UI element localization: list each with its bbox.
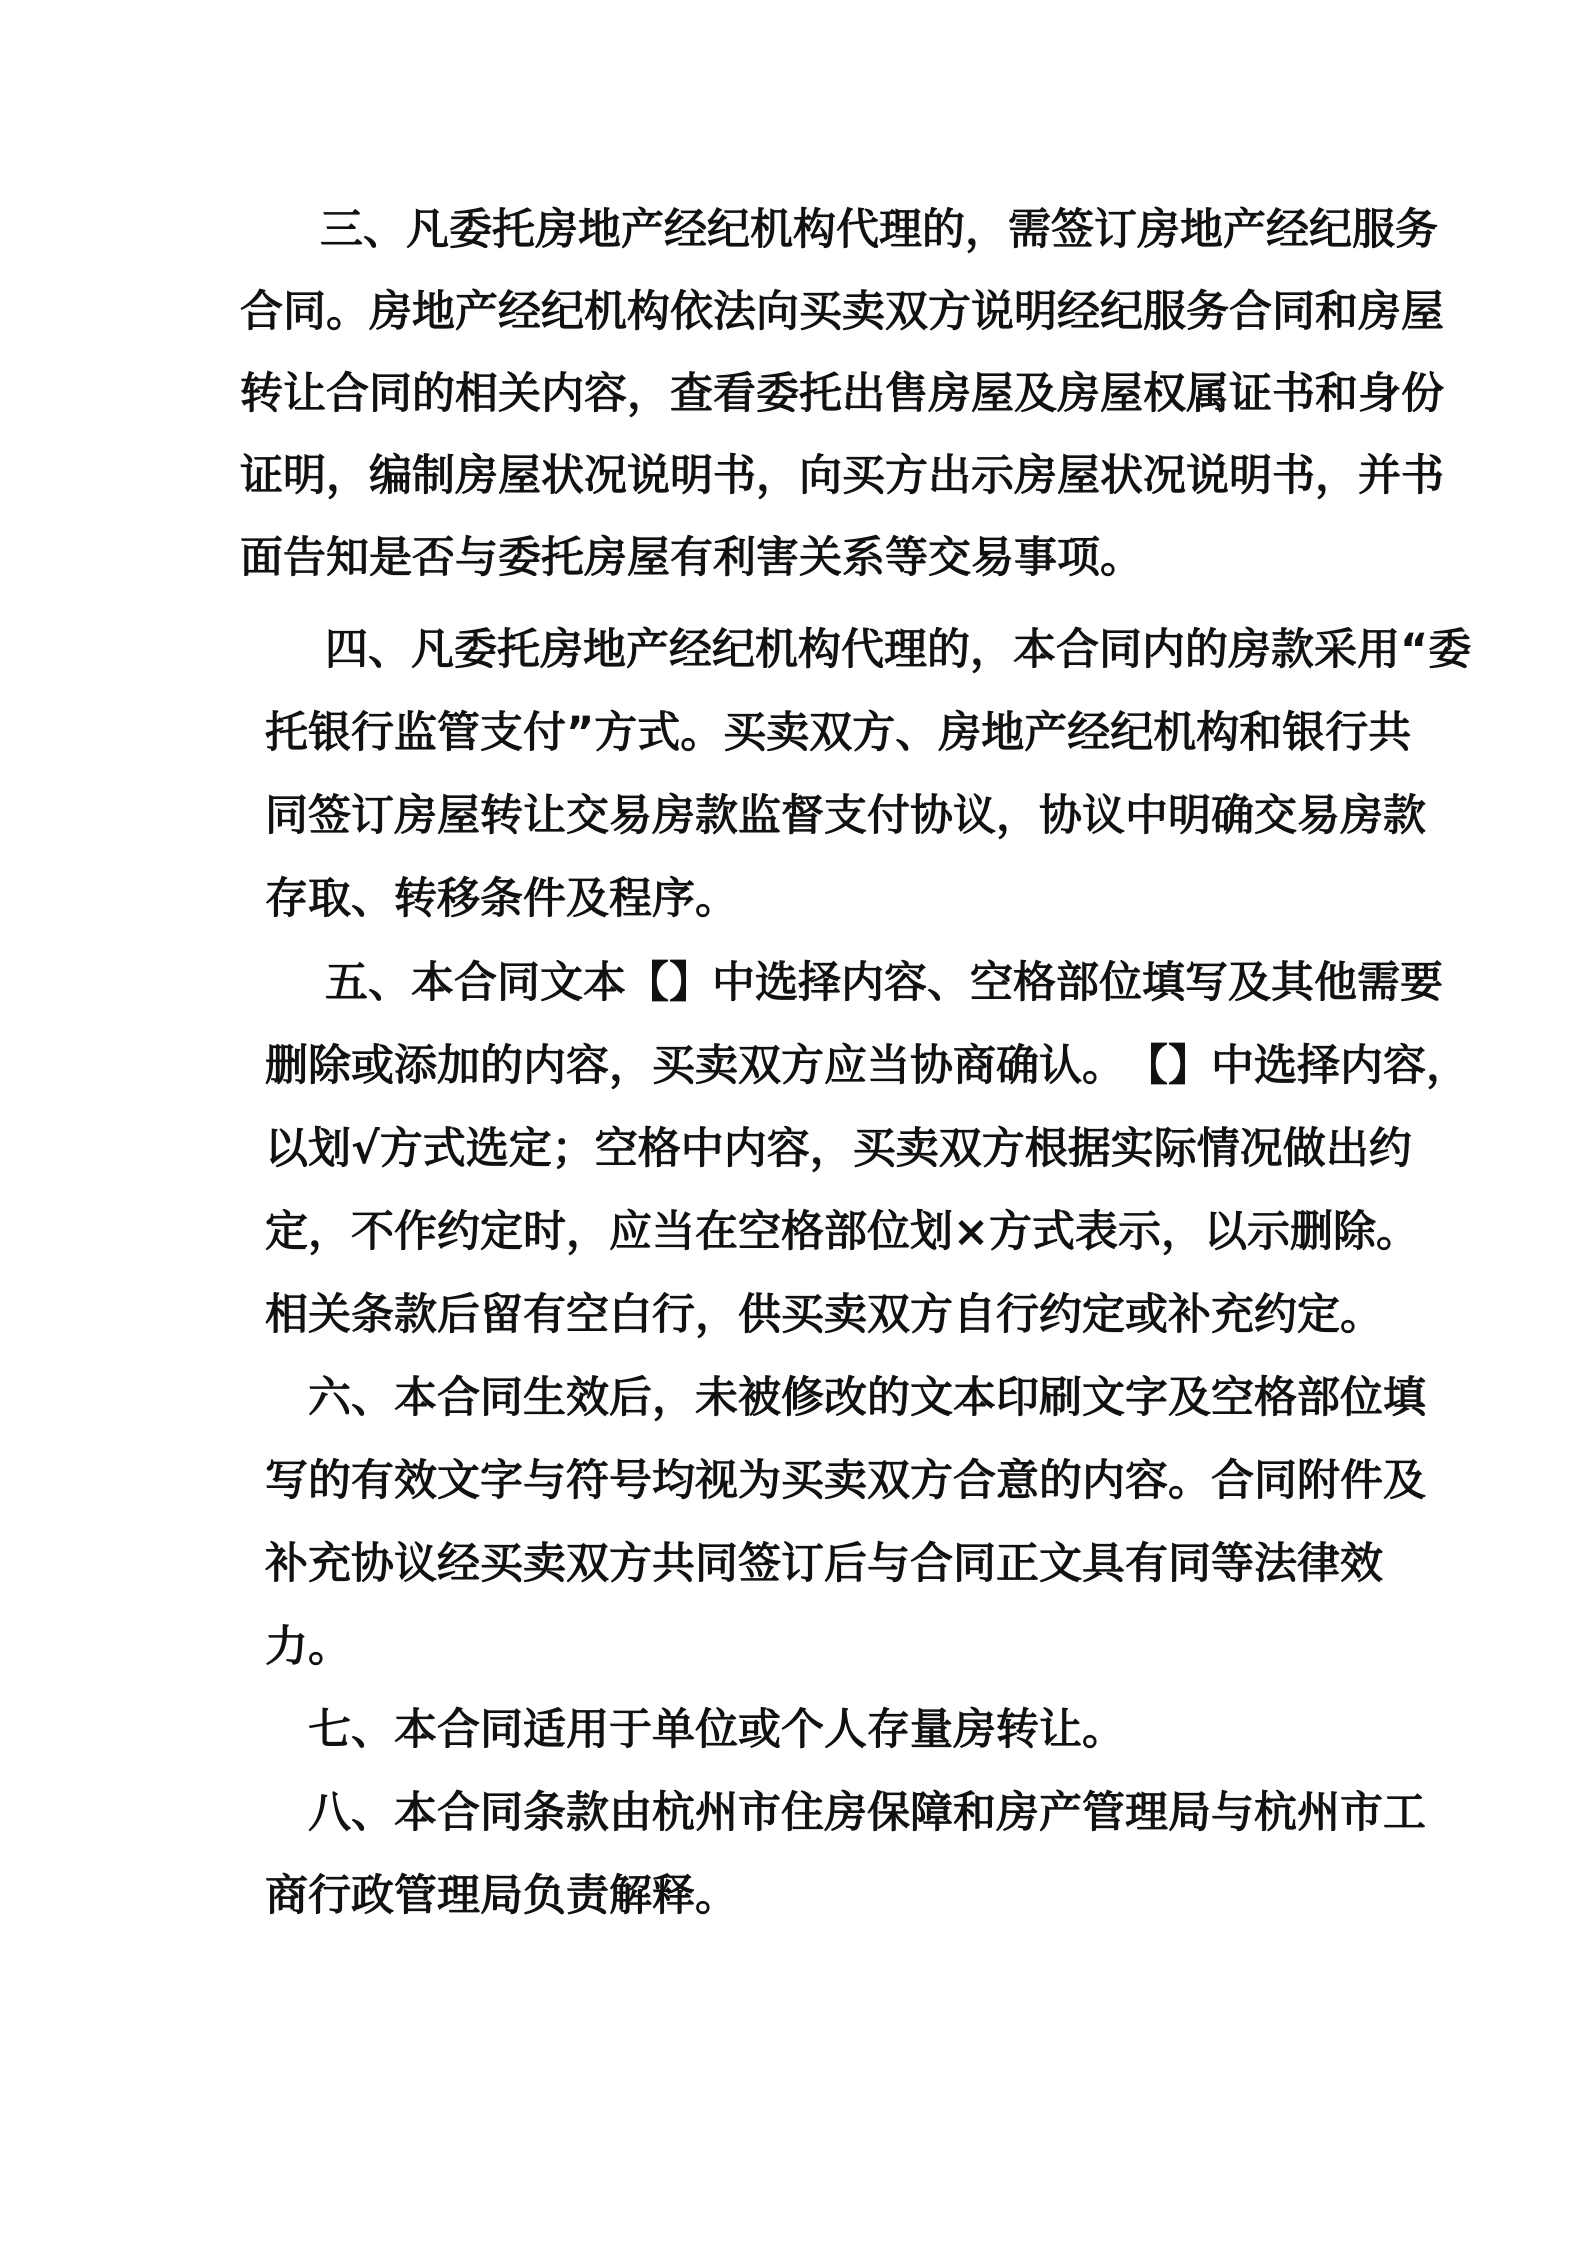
paragraph-3-line-1: 三 、 凡 委 托 房 地 产 经 纪 机 构 代 理 的 ， 需 签 订 房 地 产 经 纪 服 务 <box>320 205 1438 255</box>
paragraph-3-line-3: 转 让 合 同 的 相 关 内 容 ， 查 看 委 托 出 售 房 屋 及 房 屋 权 属 证 书 和 身 份 <box>240 369 1444 419</box>
paragraph-3-line-4: 证 明 ， 编 制 房 屋 状 况 说 明 书 ， 向 买 方 出 示 房 屋 状 况 说 明 书 ， 并 书 <box>240 451 1444 501</box>
paragraph-3-line-2: 合 同 。 房 地 产 经 纪 机 构 依 法 向 买 卖 双 方 说 明 经 纪 服 务 合 同 和 房 屋 <box>240 287 1444 337</box>
paragraph-5-line-4: 定 ， 不 作 约 定 时 ， 应 当 在 空 格 部 位 划 × 方 式 表 示 ， 以 示 删 除 。 <box>265 1207 1420 1257</box>
paragraph-8-line-2: 商行政管理局负责解释。 <box>265 1871 738 1921</box>
paragraph-4-line-1: 四 、 凡 委 托 房 地 产 经 纪 机 构 代 理 的 ， 本 合 同 内 的 房 款 采 用 “ 委 <box>325 625 1472 675</box>
paragraph-5-line-3: 以 划 √ 方 式 选 定 ； 空 格 中 内 容 ， 买 卖 双 方 根 据 实 际 情 况 做 出 约 <box>265 1124 1412 1174</box>
paragraph-3-line-5: 面告知是否与委托房屋有利害关系等交易事项。 <box>240 533 1143 583</box>
paragraph-6-line-4: 力。 <box>265 1622 351 1672</box>
paragraph-5-line-5: 相关条款后留有空白行，供买卖双方自行约定或补充约定。 <box>265 1290 1383 1340</box>
paragraph-4-line-2: 托 银 行 监 管 支 付 ” 方 式 。 买 卖 双 方 、 房 地 产 经 纪 机 构 和 银 行 共 <box>265 708 1412 758</box>
paragraph-6-line-2: 写 的 有 效 文 字 与 符 号 均 视 为 买 卖 双 方 合 意 的 内 容 。 合 同 附 件 及 <box>265 1456 1426 1506</box>
paragraph-8-line-1: 八 、 本 合 同 条 款 由 杭 州 市 住 房 保 障 和 房 产 管 理 局 与 杭 州 市 工 <box>308 1788 1426 1838</box>
paragraph-7-line-1: 七、本合同适用于单位或个人存量房转让。 <box>308 1705 1125 1755</box>
paragraph-4-line-3: 同 签 订 房 屋 转 让 交 易 房 款 监 督 支 付 协 议 ， 协 议 中 明 确 交 易 房 款 <box>265 791 1426 841</box>
paragraph-6-line-3: 补 充 协 议 经 买 卖 双 方 共 同 签 订 后 与 合 同 正 文 具 有 同 等 法 律 效 <box>265 1539 1383 1589</box>
paragraph-6-line-1: 六 、 本 合 同 生 效 后 ， 未 被 修 改 的 文 本 印 刷 文 字 及 空 格 部 位 填 <box>308 1373 1426 1423</box>
paragraph-5-line-2: 删 除 或 添 加 的 内 容 ， 买 卖 双 方 应 当 协 商 确 认 。 【 】 中 选 择 内 容 ， <box>265 1041 1469 1091</box>
paragraph-4-line-4: 存取、转移条件及程序。 <box>265 874 738 924</box>
paragraph-5-line-1: 五 、 本 合 同 文 本 【 】 中 选 择 内 容 、 空 格 部 位 填 写 及 其 他 需 要 <box>325 958 1443 1008</box>
